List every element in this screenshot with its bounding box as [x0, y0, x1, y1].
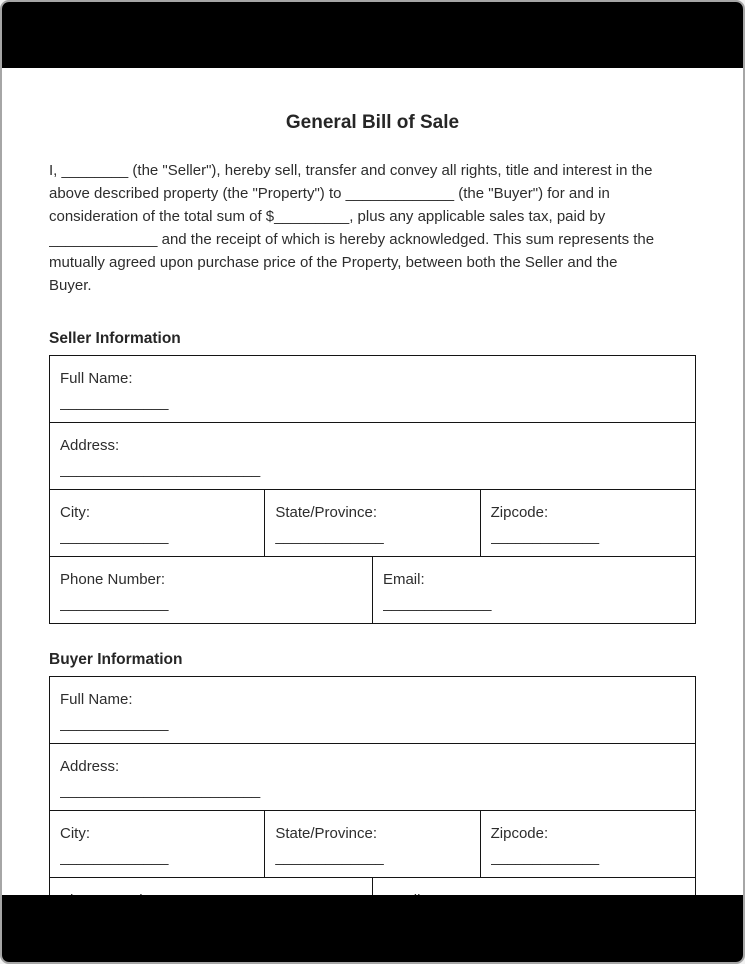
buyer-address-cell [50, 744, 696, 811]
seller-section-heading: Seller Information [49, 330, 181, 347]
buyer-zipcode-cell [480, 811, 695, 878]
intro-line: mutually agreed upon purchase price of the Property, between both the Seller and the [49, 254, 618, 271]
intro-line: Buyer. [49, 277, 92, 294]
intro-line: above described property (the "Property") to _____________ (the "Buyer") for and in [49, 185, 610, 202]
blank-line: _____________ [60, 715, 169, 732]
seller-info-table [49, 355, 696, 624]
field-label: Zipcode: [490, 825, 549, 842]
blank-line: ________________________ [60, 782, 261, 799]
table-row [50, 677, 696, 744]
seller-phone-cell [50, 557, 373, 624]
blank-line: _____________ [60, 528, 169, 545]
seller-email-cell [372, 557, 695, 624]
table-row [50, 423, 696, 490]
field-label: Address: [60, 437, 120, 454]
field-label: Full Name: [60, 691, 133, 708]
letterbox-bottom-bar [2, 895, 743, 962]
seller-city-cell [50, 490, 265, 557]
blank-line: _____________ [275, 849, 384, 866]
buyer-full-name-cell [50, 677, 696, 744]
buyer-city-cell [50, 811, 265, 878]
blank-line: _____________ [60, 394, 169, 411]
buyer-state-cell [265, 811, 480, 878]
table-row [50, 490, 696, 557]
field-label: State/Province: [275, 825, 378, 842]
field-label: Address: [60, 758, 120, 775]
field-label: Zipcode: [490, 504, 549, 521]
table-row [50, 356, 696, 423]
intro-line: consideration of the total sum of $_________, plus any applicable sales tax, paid by [49, 208, 606, 225]
blank-line: _____________ [490, 528, 600, 545]
blank-line: _____________ [382, 595, 492, 612]
seller-state-cell [265, 490, 480, 557]
page-title: General Bill of Sale [285, 112, 460, 133]
table-row [50, 744, 696, 811]
table-row [50, 811, 696, 878]
letterbox-top-bar [2, 2, 743, 68]
intro-line: I, ________ (the "Seller"), hereby sell, transfer and convey all rights, title and interest in the [49, 162, 653, 179]
field-label: Full Name: [60, 370, 133, 387]
blank-line: _____________ [60, 849, 169, 866]
seller-address-cell [50, 423, 696, 490]
blank-line: ________________________ [60, 461, 261, 478]
buyer-section-heading: Buyer Information [49, 651, 183, 668]
field-label: City: [60, 504, 90, 521]
field-label: City: [60, 825, 90, 842]
intro-paragraph [49, 159, 696, 297]
field-label: Email: [382, 571, 425, 588]
seller-zipcode-cell [480, 490, 695, 557]
field-label: Phone Number: [60, 571, 166, 588]
blank-line: _____________ [490, 849, 600, 866]
table-row [50, 557, 696, 624]
blank-line: _____________ [60, 595, 169, 612]
blank-line: _____________ [275, 528, 384, 545]
intro-line: _____________ and the receipt of which is hereby acknowledged. This sum represents the [49, 231, 655, 248]
field-label: State/Province: [275, 504, 378, 521]
seller-full-name-cell [50, 356, 696, 423]
document-page [2, 111, 743, 945]
